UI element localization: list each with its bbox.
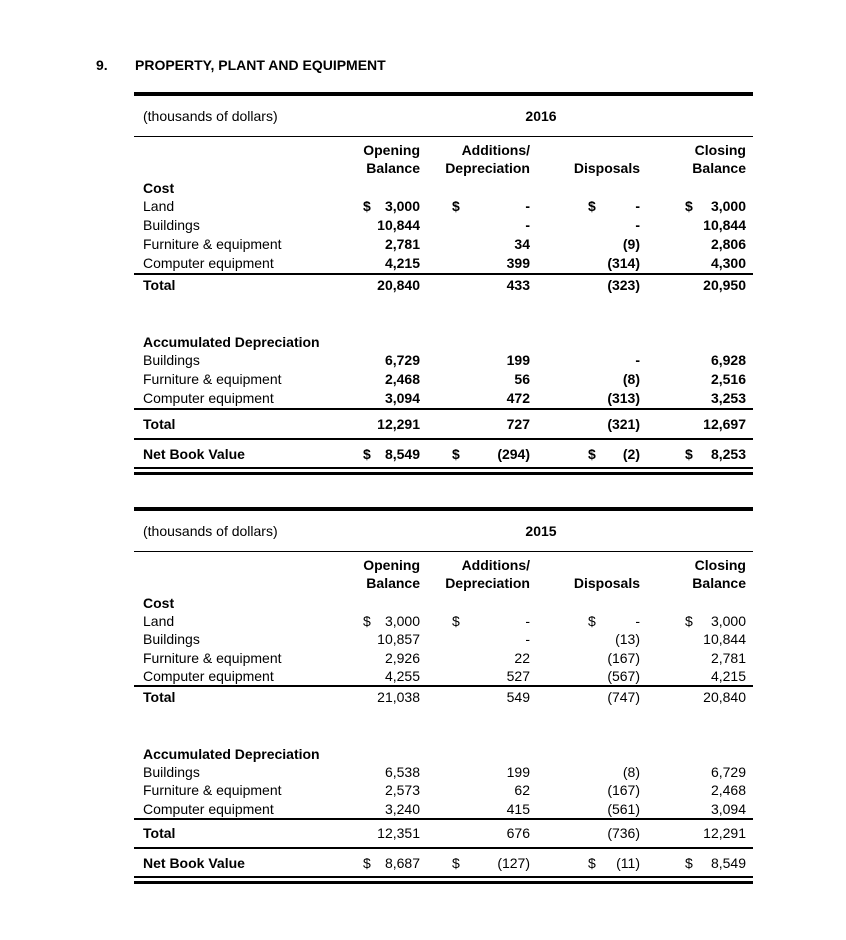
cost-row-value: (9) (622, 236, 640, 252)
net-book-value-value: (127) (497, 855, 530, 871)
depreciation-row-label: Buildings (143, 764, 200, 780)
cost-row-value: 10,844 (703, 631, 746, 647)
column-header-line2: Balance (366, 160, 420, 176)
column-header-line1: Opening (363, 557, 420, 573)
cost-row-value: 4,300 (710, 255, 746, 271)
net-book-value-rule (134, 847, 753, 849)
ppe-table-2016 (134, 92, 753, 477)
depreciation-row-value: 3,240 (384, 801, 420, 817)
net-book-value-currency: $ (588, 446, 596, 462)
cost-row-currency: $ (685, 198, 693, 214)
depreciation-total-rule (134, 818, 753, 820)
cost-row-value: 3,000 (710, 613, 746, 629)
depreciation-total-rule (134, 408, 753, 410)
cost-row-value: - (525, 631, 530, 647)
net-book-value-currency: $ (363, 855, 371, 871)
cost-row-value: 2,781 (384, 236, 420, 252)
column-header-line2: Disposals (573, 575, 640, 591)
cost-total-label: Total (143, 277, 176, 293)
net-book-value-value: (294) (497, 446, 530, 462)
column-header-line2: Balance (692, 575, 746, 591)
cost-row-label: Buildings (143, 631, 200, 647)
cost-row-currency: $ (588, 613, 596, 629)
depreciation-row-value: (8) (622, 371, 640, 387)
year-label: 2015 (525, 523, 557, 539)
bottom-double-rule (134, 881, 753, 884)
column-header-line1: Closing (694, 557, 746, 573)
depreciation-row-value: 199 (506, 764, 530, 780)
column-header-line2: Balance (692, 160, 746, 176)
cost-total-value: 20,840 (377, 277, 420, 293)
cost-row-currency: $ (588, 198, 596, 214)
depreciation-row-value: 2,516 (710, 371, 746, 387)
net-book-value-currency: $ (452, 855, 460, 871)
net-book-value-currency: $ (452, 446, 460, 462)
cost-row-currency: $ (685, 613, 693, 629)
depreciation-row-label: Computer equipment (143, 801, 274, 817)
year-label: 2016 (525, 108, 557, 124)
column-header-line1: Additions/ (461, 557, 530, 573)
net-book-value-currency: $ (588, 855, 596, 871)
cost-row-value: 2,926 (384, 650, 420, 666)
net-book-value-currency: $ (685, 446, 693, 462)
depreciation-total-value: 12,697 (703, 416, 746, 432)
cost-row-value: 34 (514, 236, 530, 252)
ppe-table-2015 (134, 507, 753, 887)
depreciation-row-label: Computer equipment (143, 390, 274, 406)
depreciation-total-label: Total (143, 825, 176, 841)
column-header-line2: Disposals (573, 160, 640, 176)
depreciation-row-value: (8) (622, 764, 640, 780)
depreciation-row-value: (167) (607, 782, 640, 798)
net-book-value-label: Net Book Value (143, 855, 245, 871)
cost-row-value: - (525, 217, 530, 233)
depreciation-total-value: 727 (506, 416, 530, 432)
cost-row-value: (567) (607, 668, 640, 684)
cost-row-label: Computer equipment (143, 668, 274, 684)
units-label: (thousands of dollars) (143, 523, 278, 539)
cost-row-currency: $ (452, 198, 460, 214)
cost-row-value: 2,781 (710, 650, 746, 666)
cost-total-rule (134, 685, 753, 687)
header-rule (134, 136, 753, 137)
column-header-line1: Closing (694, 142, 746, 158)
cost-total-value: 549 (506, 689, 530, 705)
depreciation-total-value: 12,291 (703, 825, 746, 841)
cost-row-value: 10,857 (377, 631, 420, 647)
net-book-value-value: (11) (616, 855, 640, 871)
column-header-line2: Balance (366, 575, 420, 591)
depreciation-row-label: Buildings (143, 352, 200, 368)
cost-section-label: Cost (143, 180, 175, 196)
depreciation-total-value: 12,351 (377, 825, 420, 841)
depreciation-row-value: 199 (506, 352, 530, 368)
column-header-line2: Depreciation (445, 575, 530, 591)
cost-total-value: 433 (506, 277, 530, 293)
depreciation-total-label: Total (143, 416, 176, 432)
depreciation-row-value: 6,928 (710, 352, 746, 368)
bottom-rule (134, 876, 753, 878)
note-title: PROPERTY, PLANT AND EQUIPMENT (135, 57, 386, 73)
depreciation-row-value: 415 (506, 801, 530, 817)
cost-row-currency: $ (363, 613, 371, 629)
net-book-value-value: 8,687 (384, 855, 420, 871)
cost-row-value: 3,000 (384, 613, 420, 629)
cost-row-label: Furniture & equipment (143, 650, 282, 666)
depreciation-row-value: 2,468 (710, 782, 746, 798)
note-heading (96, 57, 386, 73)
cost-row-value: (314) (607, 255, 640, 271)
depreciation-total-value: (321) (607, 416, 640, 432)
depreciation-row-value: 6,729 (384, 352, 420, 368)
cost-row-value: - (635, 198, 640, 214)
net-book-value-label: Net Book Value (143, 446, 245, 462)
column-header-line2: Depreciation (445, 160, 530, 176)
depreciation-row-value: 3,094 (710, 801, 746, 817)
cost-row-value: 399 (506, 255, 530, 271)
cost-total-rule (134, 273, 753, 275)
depreciation-row-label: Furniture & equipment (143, 782, 282, 798)
depreciation-row-value: 3,253 (710, 390, 746, 406)
cost-row-value: 22 (514, 650, 530, 666)
cost-row-value: 3,000 (384, 198, 420, 214)
depreciation-row-value: (313) (607, 390, 640, 406)
cost-row-value: - (525, 198, 530, 214)
cost-row-label: Furniture & equipment (143, 236, 282, 252)
depreciation-section-label: Accumulated Depreciation (143, 746, 320, 762)
depreciation-row-value: 2,468 (384, 371, 420, 387)
cost-row-value: - (635, 217, 640, 233)
units-label: (thousands of dollars) (143, 108, 278, 124)
cost-row-value: (167) (607, 650, 640, 666)
depreciation-row-value: 472 (506, 390, 530, 406)
cost-total-label: Total (143, 689, 176, 705)
bottom-double-rule (134, 472, 753, 475)
cost-row-label: Land (143, 198, 175, 214)
depreciation-total-value: (736) (607, 825, 640, 841)
depreciation-row-value: 56 (514, 371, 530, 387)
top-rule (134, 507, 753, 511)
depreciation-row-value: 3,094 (384, 390, 420, 406)
cost-row-value: 4,255 (384, 668, 420, 684)
cost-row-currency: $ (452, 613, 460, 629)
depreciation-row-value: 2,573 (384, 782, 420, 798)
cost-row-value: 3,000 (710, 198, 746, 214)
net-book-value-value: 8,253 (710, 446, 746, 462)
top-rule (134, 92, 753, 96)
header-rule (134, 551, 753, 552)
cost-row-value: (13) (615, 631, 640, 647)
net-book-value-value: (2) (622, 446, 640, 462)
note-number: 9. (96, 57, 108, 73)
depreciation-row-value: 62 (514, 782, 530, 798)
bottom-rule (134, 467, 753, 469)
net-book-value-value: 8,549 (384, 446, 420, 462)
cost-total-value: (323) (607, 277, 640, 293)
depreciation-total-value: 12,291 (377, 416, 420, 432)
cost-total-value: (747) (607, 689, 640, 705)
net-book-value-currency: $ (363, 446, 371, 462)
depreciation-row-value: (561) (607, 801, 640, 817)
cost-total-value: 21,038 (377, 689, 420, 705)
net-book-value-rule (134, 438, 753, 440)
depreciation-row-label: Furniture & equipment (143, 371, 282, 387)
cost-row-label: Buildings (143, 217, 200, 233)
column-header-line1: Opening (363, 142, 420, 158)
cost-section-label: Cost (143, 595, 175, 611)
cost-row-value: 4,215 (710, 668, 746, 684)
depreciation-row-value: - (635, 352, 640, 368)
cost-row-value: 10,844 (703, 217, 746, 233)
cost-row-value: 527 (506, 668, 530, 684)
cost-row-value: 10,844 (377, 217, 420, 233)
net-book-value-currency: $ (685, 855, 693, 871)
depreciation-section-label: Accumulated Depreciation (143, 334, 320, 350)
cost-total-value: 20,950 (703, 277, 746, 293)
column-header-line1: Additions/ (461, 142, 530, 158)
depreciation-row-value: 6,538 (384, 764, 420, 780)
depreciation-row-value: 6,729 (710, 764, 746, 780)
cost-total-value: 20,840 (703, 689, 746, 705)
cost-row-value: - (635, 613, 640, 629)
cost-row-value: - (525, 613, 530, 629)
cost-row-value: 2,806 (710, 236, 746, 252)
cost-row-currency: $ (363, 198, 371, 214)
depreciation-total-value: 676 (506, 825, 530, 841)
cost-row-value: 4,215 (384, 255, 420, 271)
net-book-value-value: 8,549 (710, 855, 746, 871)
cost-row-label: Land (143, 613, 175, 629)
cost-row-label: Computer equipment (143, 255, 274, 271)
